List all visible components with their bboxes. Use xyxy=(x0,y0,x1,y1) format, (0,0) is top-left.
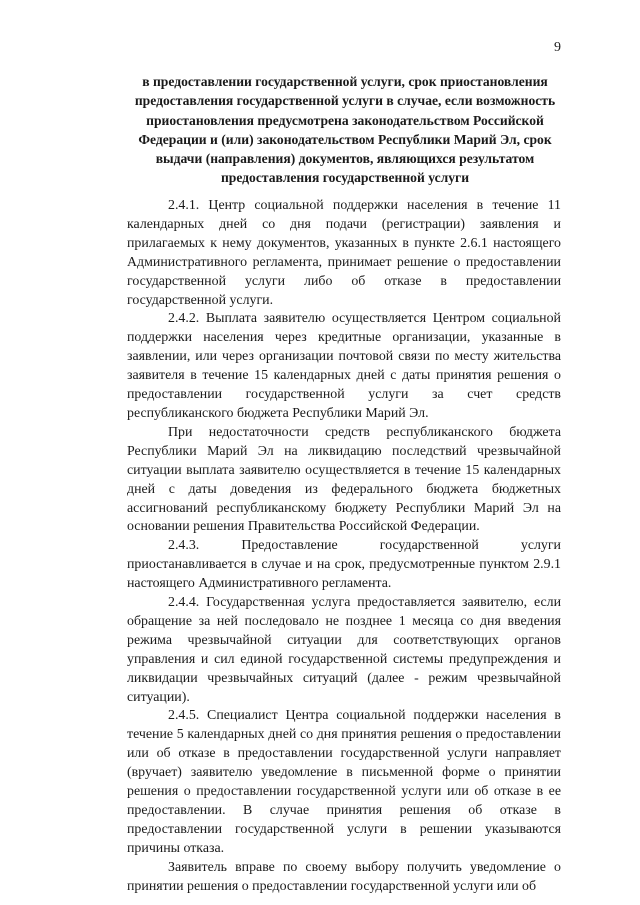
heading-line: в предоставлении государственной услуги, срок приостановления xyxy=(142,74,548,89)
paragraph-notification-choice: Заявитель вправе по своему выбору получить уведомление о принятии решения о предоставлении государственной услуги или об xyxy=(127,859,561,894)
paragraph-budget-insufficiency: При недостаточности средств республиканского бюджета Республики Марий Эл на ликвидацию последствий чрезвычайной ситуации выплата заявителю осуществляется в течение 15 календарных дней с даты доведения из федерального бюджета бюджетных ассигнований республиканскому бюджету Республики Марий Эл на основании решения Правительства Российской Федерации. xyxy=(127,424,561,535)
heading-line: предоставления государственной услуги в случае, если возможность xyxy=(134,93,556,109)
heading-line: выдачи (направления) документов, являющихся результатом xyxy=(155,151,535,167)
heading-line: приостановления предусмотрена законодательством Российской xyxy=(146,112,544,128)
paragraph-2-4-5: 2.4.5. Специалист Центра социальной поддержки населения в течение 5 календарных дней со дня принятия решения о предоставлении или об отказе в предоставлении государственной услуги направляет (вручает) заявителю уведомление в письменной форме о принятии решения о предоставлении государственной услуги или об отказе в ее предоставлении. В случае принятия решения об отказе в предоставлении государственной услуги в решении указываются причины отказа. xyxy=(127,708,561,856)
paragraph-2-4-4: 2.4.4. Государственная услуга предоставляется заявителю, если обращение за ней последовало не позднее 1 месяца со дня введения режима чрезвычайной ситуации для соответствующих органов управления и сил единой государственной системы предупреждения и ликвидации чрезвычайных ситуаций (далее - режим чрезвычайной ситуации). xyxy=(127,595,561,705)
body-text xyxy=(127,197,561,897)
paragraph-2-4-2: 2.4.2. Выплата заявителю осуществляется Центром социальной поддержки населения через кредитные организации, указанные в заявлении, или через организации почтовой связи по месту жительства заявителя в течение 15 календарных дней с даты принятия решения о предоставлении государственной услуги за счет средств республиканского бюджета Республики Марий Эл. xyxy=(127,311,561,421)
heading-line: Федерации и (или) законодательством Республики Марий Эл, срок xyxy=(138,131,552,147)
section-heading xyxy=(126,72,564,188)
paragraph-2-4-3: 2.4.3. Предоставление государственной услуги приостанавливается в случае и на срок, предусмотренные пунктом 2.9.1 настоящего Административного регламента. xyxy=(127,538,561,592)
page-number: 9 xyxy=(554,40,561,55)
heading-line: предоставления государственной услуги xyxy=(220,170,470,186)
paragraph-2-4-1: 2.4.1. Центр социальной поддержки населения в течение 11 календарных дней со дня подачи (регистрации) заявления и прилагаемых к нему документов, указанных в пункте 2.6.1 настоящего Административного регламента, принимает решение о предоставлении государственной услуги либо об отказе в предоставлении государственной услуги. xyxy=(127,198,561,308)
